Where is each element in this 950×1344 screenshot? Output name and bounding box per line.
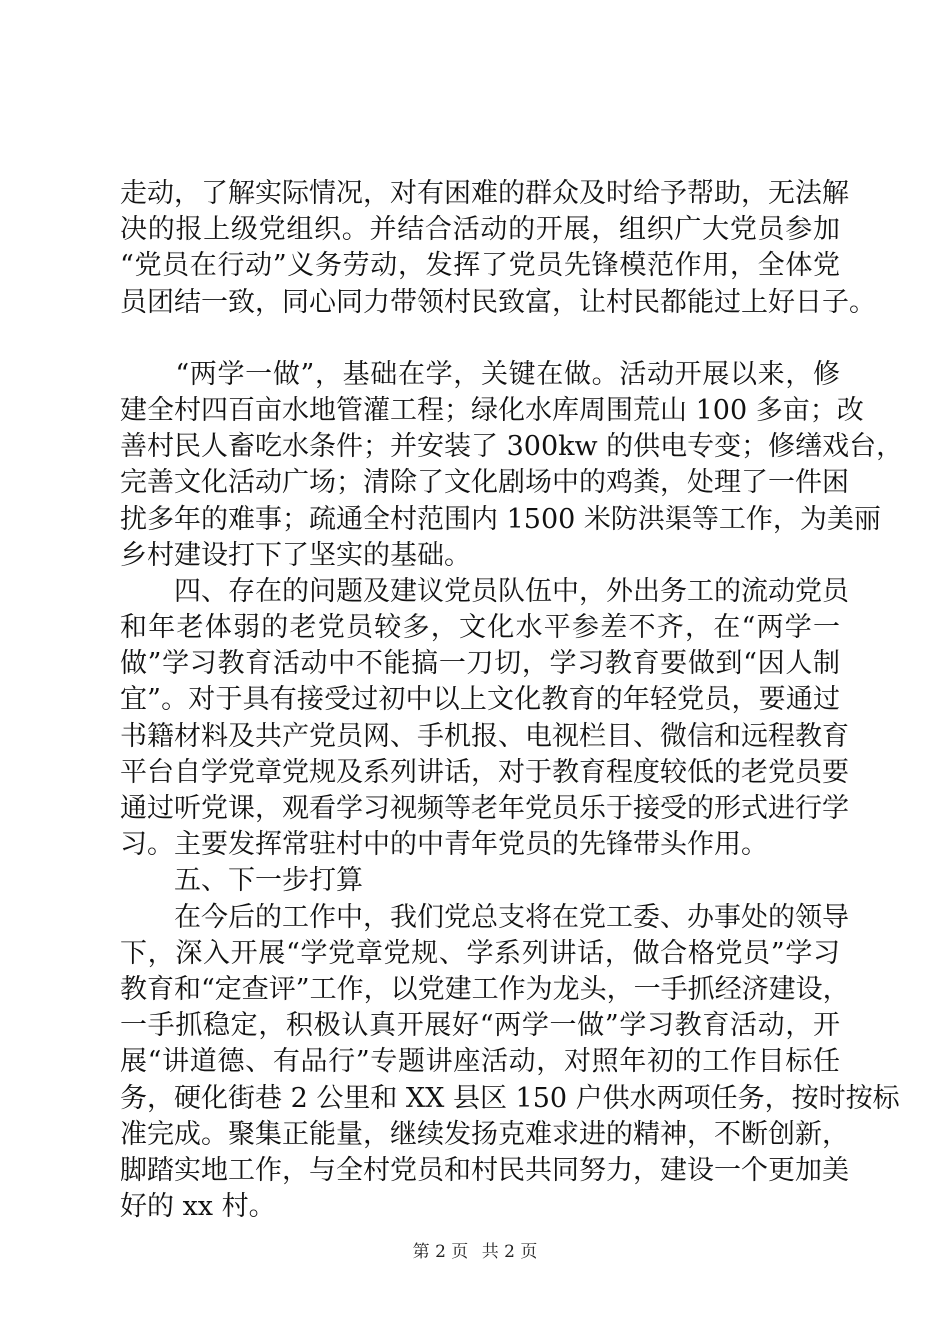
text-line: 扰多年的难事；疏通全村范围内 1500 米防洪渠等工作，为美丽: [120, 503, 881, 535]
text-line: 准完成。聚集正能量，继续发扬克难求进的精神，不断创新，: [120, 1118, 849, 1150]
text-line: 展“讲道德、有品行”专题讲座活动，对照年初的工作目标任: [120, 1046, 840, 1078]
text-line: 员团结一致，同心同力带领村民致富，让村民都能过上好日子。: [120, 286, 876, 318]
text-line: 通过听党课，观看学习视频等老年党员乐于接受的形式进行学: [120, 793, 849, 824]
page-total: 共 2 页: [481, 1242, 538, 1262]
text-line: 宜”。对于具有接受过初中以上文化教育的年轻党员，要通过: [120, 684, 840, 716]
text-line: 和年老体弱的老党员较多，文化水平参差不齐，在“两学一: [120, 612, 840, 644]
text-line: 书籍材料及共产党员网、手机报、电视栏目、微信和远程教育: [120, 720, 849, 752]
text-line: 做”学习教育活动中不能搞一刀切，学习教育要做到“因人制: [120, 648, 840, 680]
text-line: 习。主要发挥常驻村中的中青年党员的先锋带头作用。: [120, 829, 768, 861]
text-line: 四、存在的问题及建议党员队伍中，外出务工的流动党员: [120, 575, 849, 607]
text-line: 完善文化活动广场；清除了文化剧场中的鸡粪，处理了一件困: [120, 467, 849, 499]
text-line: 走动，了解实际情况，对有困难的群众及时给予帮助，无法解: [120, 178, 849, 209]
text-line: 一手抓稳定，积极认真开展好“两学一做”学习教育活动，开: [120, 1010, 840, 1042]
text-line: 教育和“定查评”工作，以党建工作为龙头，一手抓经济建设，: [120, 973, 850, 1005]
text-line: 下，深入开展“学党章党规、学系列讲话，做合格党员”学习: [120, 937, 840, 969]
text-line: 建全村四百亩水地管灌工程；绿化水库周围荒山 100 多亩；改: [120, 394, 864, 426]
paragraph-gap: [120, 321, 840, 357]
text-line: 乡村建设打下了坚实的基础。: [120, 539, 471, 571]
text-line: 决的报上级党组织。并结合活动的开展，组织广大党员参加: [120, 214, 840, 246]
page-footer: [0, 1237, 950, 1262]
text-line: 脚踏实地工作，与全村党员和村民共同努力，建设一个更加美: [120, 1154, 849, 1186]
text-line: 善村民人畜吃水条件；并安装了 300kw 的供电专变；修缮戏台，: [120, 431, 904, 463]
text-line: 在今后的工作中，我们党总支将在党工委、办事处的领导: [120, 901, 849, 933]
text-line: 好的 xx 村。: [120, 1191, 276, 1223]
document-body: [120, 176, 904, 1225]
page-number: 第 2 页: [412, 1242, 469, 1262]
text-line: 务，硬化街巷 2 公里和 XX 县区 150 户供水两项任务，按时按标: [120, 1082, 900, 1114]
text-line: “党员在行动”义务劳动，发挥了党员先锋模范作用，全体党: [120, 250, 840, 282]
section-heading: 五、下一步打算: [120, 865, 363, 897]
text-line: “两学一做”，基础在学，关键在做。活动开展以来，修: [120, 358, 840, 390]
text-line: 平台自学党章党规及系列讲话，对于教育程度较低的老党员要: [120, 756, 849, 788]
